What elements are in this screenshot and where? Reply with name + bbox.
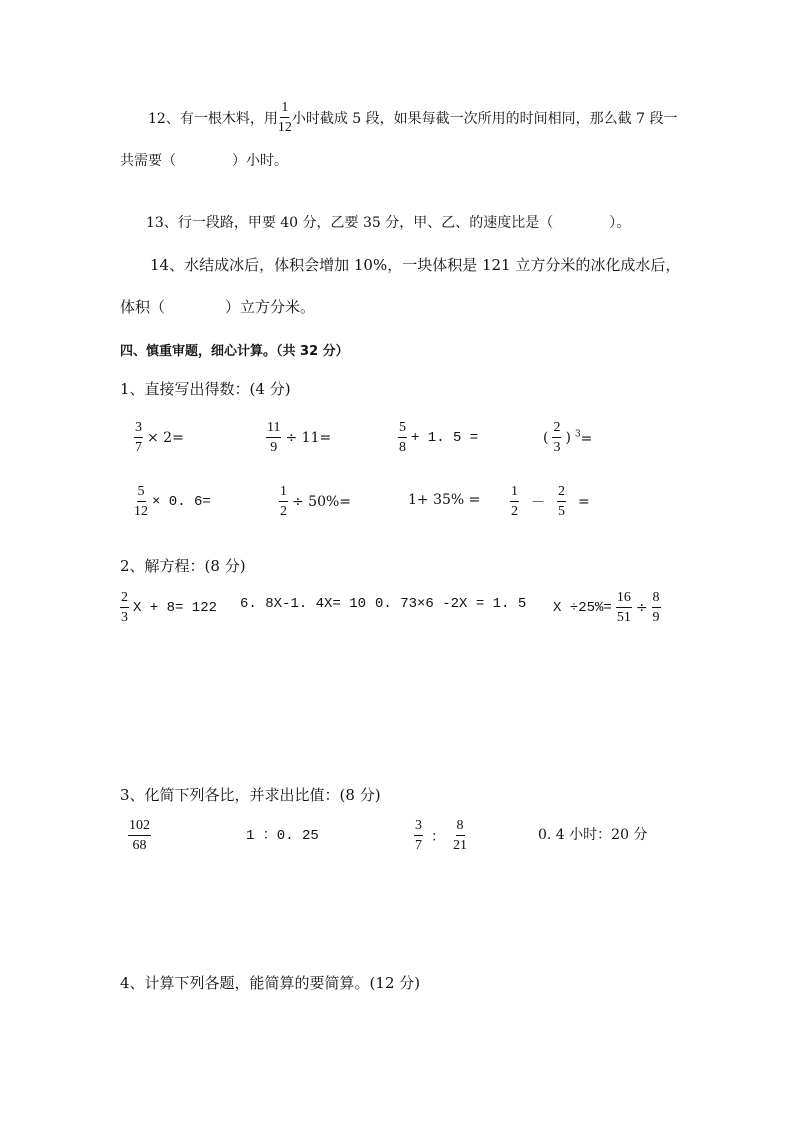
- section-4-title: 四、慎重审题，细心计算。（共 32 分）: [120, 344, 349, 359]
- ratio-2: 1 ：0. 25: [246, 828, 319, 844]
- fraction: $\frac{1}{12}$: [277, 100, 292, 136]
- question-12-suffix: 小时截成 5 段，如果每截一次所用的时间相同，那么截 7 段一: [291, 110, 678, 127]
- calc-item-2: $\frac{11}{9}$ ÷ 11=: [267, 420, 332, 456]
- question-12-prefix: 12、有一根木料，用: [148, 110, 278, 127]
- question-13: 13、行一段路，甲要 40 分，乙要 35 分，甲、乙、的速度比是（ ）。: [146, 215, 631, 231]
- calc-item-8: $\frac{1}{2}$ － $\frac{2}{5}$ =: [511, 484, 590, 520]
- question-12-line2: 共需要（ ）小时。: [120, 153, 288, 169]
- ratio-3: $\frac{3}{7}$ ： $\frac{8}{21}$: [415, 818, 467, 854]
- part-1-title: 1、直接写出得数：(4 分): [120, 380, 291, 398]
- calc-item-7: 1+ 35% =: [408, 492, 481, 508]
- calc-item-4: ( $\frac{2}{3}$ ) $^3$=: [543, 420, 593, 456]
- equation-1: $\frac{2}{3}$ X + 8= 122: [121, 590, 218, 626]
- question-14-line1: 14、水结成冰后，体积会增加 10%，一块体积是 121 立方分米的冰化成水后，: [150, 256, 681, 274]
- question-12-line1: [148, 100, 677, 136]
- calc-item-3: $\frac{5}{8}$ + 1. 5 =: [399, 420, 479, 456]
- ratio-1: $\frac{102}{68}$: [129, 818, 150, 854]
- part-3-title: 3、化简下列各比，并求出比值：(8 分): [120, 786, 381, 804]
- calc-item-5: $\frac{5}{12}$ × 0. 6=: [134, 484, 211, 520]
- equation-2: 6. 8X-1. 4X= 10: [240, 596, 367, 612]
- equation-4: X ÷25%= $\frac{16}{51}$ ÷ $\frac{8}{9}$: [553, 590, 660, 626]
- part-2-title: 2、解方程：(8 分): [120, 557, 246, 575]
- equation-3: 0. 73×6 -2X = 1. 5: [375, 596, 527, 612]
- ratio-4: 0. 4 小时：20 分: [538, 827, 648, 843]
- part-4-title: 4、计算下列各题，能简算的要简算。(12 分): [120, 974, 421, 992]
- question-14-line2: 体积（ ）立方分米。: [120, 298, 316, 316]
- calc-item-1: $\frac{3}{7}$ × 2=: [135, 420, 184, 456]
- calc-item-6: $\frac{1}{2}$ ÷ 50%=: [280, 484, 352, 520]
